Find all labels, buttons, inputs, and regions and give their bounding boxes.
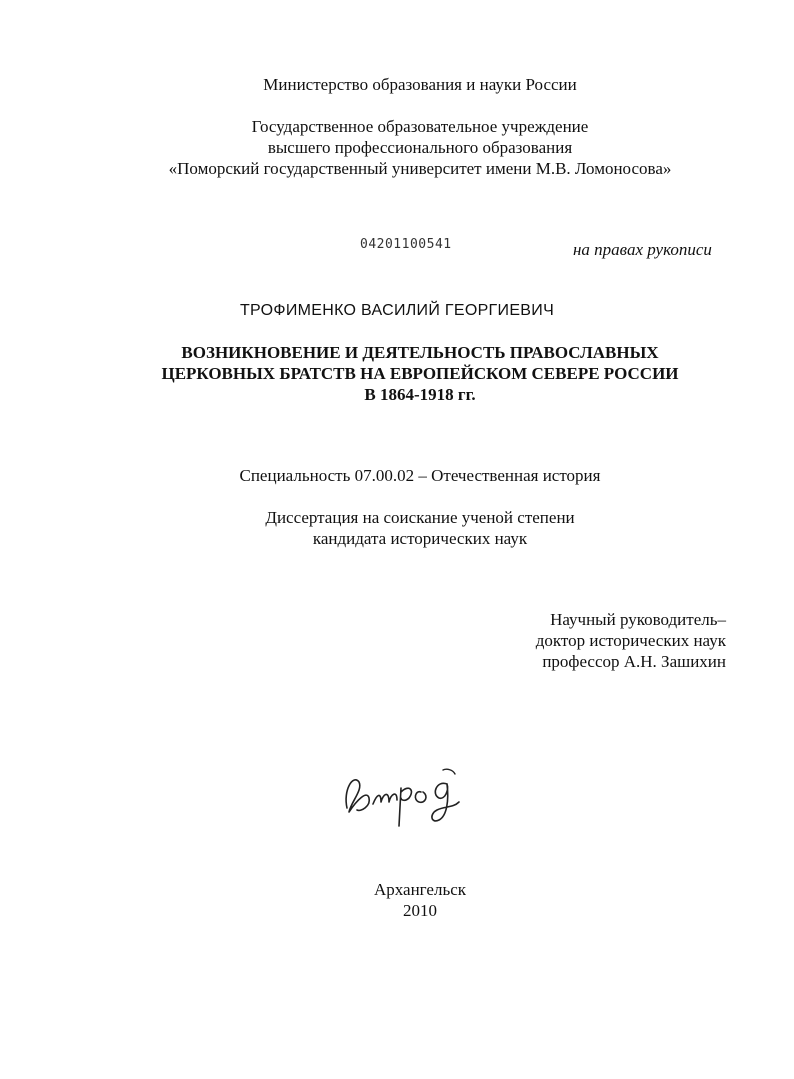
- ministry-name: Министерство образования и науки России: [263, 75, 577, 94]
- document-number-stamp: 04201100541: [360, 237, 452, 252]
- advisor-degree: доктор исторических наук: [535, 631, 726, 650]
- signature-icon: [335, 760, 465, 830]
- specialty: Специальность 07.00.02 – Отечественная история: [239, 466, 601, 485]
- dissertation-title-line-2: ЦЕРКОВНЫХ БРАТСТВ НА ЕВРОПЕЙСКОМ СЕВЕРЕ РОССИИ: [161, 364, 679, 383]
- advisor-name: профессор А.Н. Зашихин: [542, 652, 726, 671]
- degree-line-1: Диссертация на соискание ученой степени: [265, 508, 575, 527]
- manuscript-rights-note: на правах рукописи: [573, 240, 712, 259]
- advisor-role: Научный руководитель–: [550, 610, 726, 629]
- author-name: ТРОФИМЕНКО ВАСИЛИЙ ГЕОРГИЕВИЧ: [239, 302, 555, 319]
- institution-line-2: высшего профессионального образования: [267, 138, 573, 157]
- degree-line-2: кандидата исторических наук: [312, 529, 528, 548]
- year: 2010: [403, 901, 437, 920]
- institution-line-1: Государственное образовательное учреждение: [251, 117, 589, 136]
- city: Архангельск: [373, 880, 467, 899]
- dissertation-title-line-1: ВОЗНИКНОВЕНИЕ И ДЕЯТЕЛЬНОСТЬ ПРАВОСЛАВНЫХ: [181, 343, 659, 362]
- institution-line-3: «Поморский государственный университет имени М.В. Ломоносова»: [168, 159, 672, 178]
- dissertation-title-line-3: В 1864-1918 гг.: [364, 385, 476, 404]
